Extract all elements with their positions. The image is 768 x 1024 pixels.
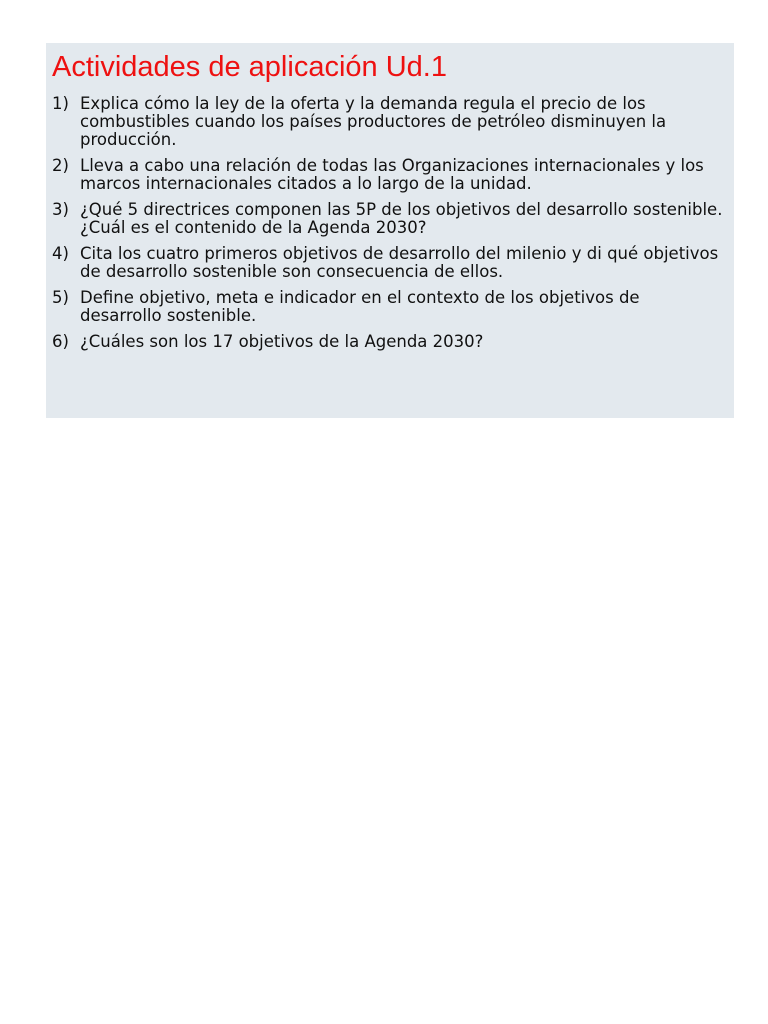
item-number: 5): [52, 288, 69, 307]
page-title: Actividades de aplicación Ud.1: [52, 51, 447, 83]
item-text: ¿Qué 5 directrices componen las 5P de los objetivos del desarrollo sostenible. ¿Cuál es el contenido de la Agenda 2030?: [80, 200, 723, 237]
item-number: 3): [52, 200, 69, 219]
item-number: 1): [52, 94, 69, 113]
list-item: [52, 95, 726, 149]
activities-box: [46, 43, 734, 418]
item-text: Lleva a cabo una relación de todas las Organizaciones internacionales y los marcos internacionales citados a lo largo de la unidad.: [80, 156, 704, 193]
item-number: 4): [52, 244, 69, 263]
item-text: Cita los cuatro primeros objetivos de desarrollo del milenio y di qué objetivos de desarrollo sostenible son consecuencia de ellos.: [80, 244, 719, 281]
item-text: ¿Cuáles son los 17 objetivos de la Agenda 2030?: [80, 332, 484, 351]
item-text: Define objetivo, meta e indicador en el contexto de los objetivos de desarrollo sostenible.: [80, 288, 640, 325]
list-item: [52, 157, 726, 193]
list-item: [52, 201, 726, 237]
list-item: [52, 333, 726, 351]
item-number: 2): [52, 156, 69, 175]
item-number: 6): [52, 332, 69, 351]
item-text: Explica cómo la ley de la oferta y la demanda regula el precio de los combustibles cuando los países productores de petróleo disminuyen la producción.: [80, 94, 667, 149]
list-item: [52, 245, 726, 281]
activity-list: [52, 95, 726, 351]
list-item: [52, 289, 726, 325]
